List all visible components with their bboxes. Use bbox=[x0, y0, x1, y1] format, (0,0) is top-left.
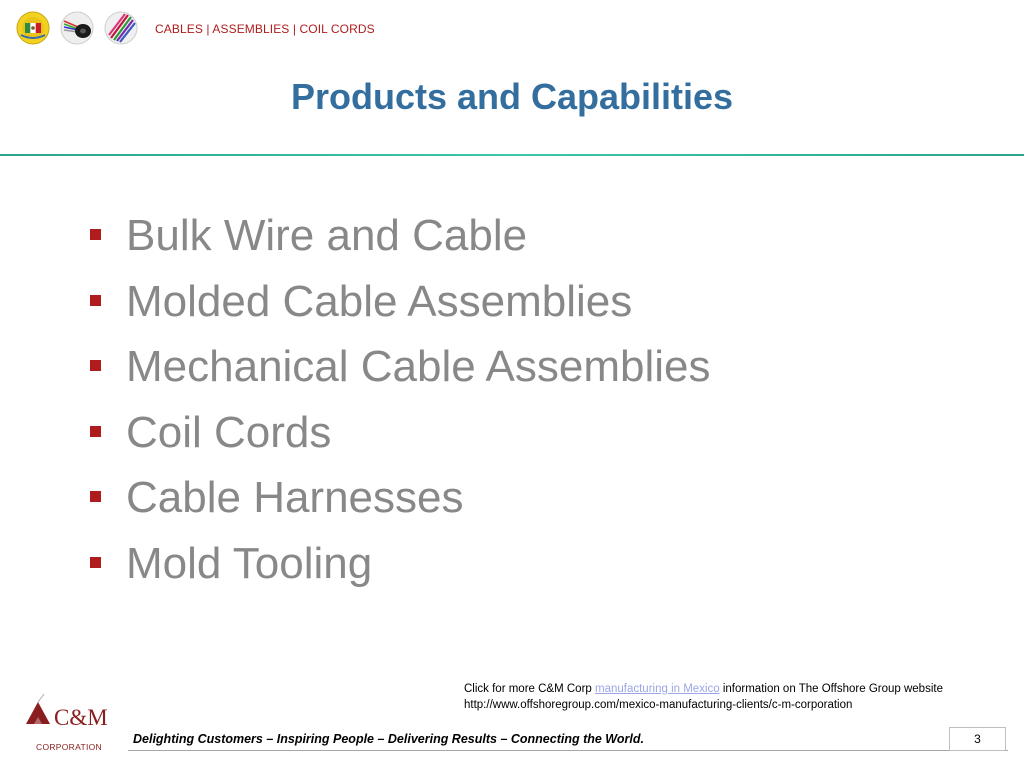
bullet-text: Mechanical Cable Assemblies bbox=[126, 342, 711, 391]
link-note-prefix: Click for more C&M Corp bbox=[464, 683, 595, 695]
slide-title: Products and Capabilities bbox=[290, 76, 734, 117]
link-note-line bbox=[464, 681, 943, 697]
link-note bbox=[464, 681, 943, 713]
header-tagline: CABLES | ASSEMBLIES | COIL CORDS bbox=[155, 22, 375, 36]
bullet-item bbox=[90, 535, 711, 601]
coil-cord-icon bbox=[104, 11, 138, 45]
bullet-square-icon bbox=[90, 229, 101, 240]
link-note-suffix: information on The Offshore Group website bbox=[719, 683, 943, 695]
header-divider bbox=[0, 154, 1024, 156]
bullet-square-icon bbox=[90, 426, 101, 437]
logo-subtext: CORPORATION bbox=[36, 742, 102, 752]
bullet-item bbox=[90, 404, 711, 470]
footer-slogan: Delighting Customers – Inspiring People – Delivering Results – Connecting the World. bbox=[133, 732, 644, 746]
bullet-item bbox=[90, 469, 711, 535]
bullet-item bbox=[90, 273, 711, 339]
page-number: 3 bbox=[949, 727, 1006, 751]
link-note-url: http://www.offshoregroup.com/mexico-manufacturing-clients/c-m-corporation bbox=[464, 699, 853, 711]
bullet-list bbox=[90, 207, 711, 600]
company-logo bbox=[22, 690, 110, 754]
logo-text: C&M bbox=[54, 705, 108, 730]
bullet-text: Bulk Wire and Cable bbox=[126, 211, 528, 260]
bullet-item bbox=[90, 338, 711, 404]
bullet-square-icon bbox=[90, 491, 101, 502]
manufacturing-in-mexico-link[interactable]: manufacturing in Mexico bbox=[595, 683, 720, 695]
bullet-item bbox=[90, 207, 711, 273]
cable-connector-icon bbox=[60, 11, 94, 45]
bullet-text: Mold Tooling bbox=[126, 538, 373, 588]
bullet-square-icon bbox=[90, 360, 101, 371]
bullet-square-icon bbox=[90, 295, 101, 306]
bullet-text: Molded Cable Assemblies bbox=[126, 276, 633, 326]
mexico-flag-icon bbox=[16, 11, 50, 45]
bullet-text: Cable Harnesses bbox=[126, 473, 464, 522]
footer-divider bbox=[128, 750, 1008, 751]
bullet-square-icon bbox=[90, 557, 101, 568]
bullet-text: Coil Cords bbox=[126, 407, 332, 457]
